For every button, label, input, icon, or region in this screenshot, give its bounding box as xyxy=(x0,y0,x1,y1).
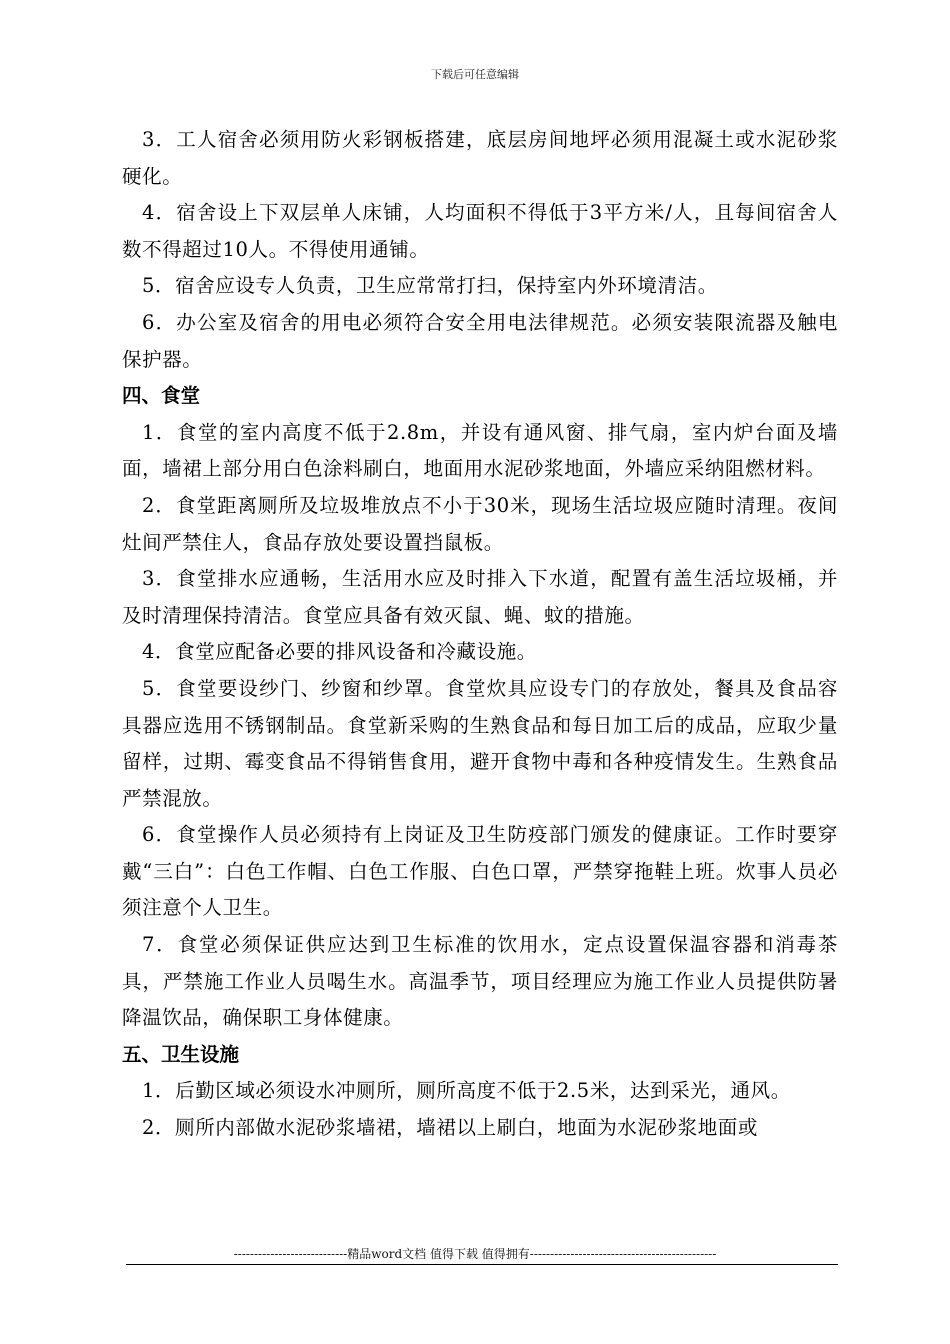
paragraph: 6．食堂操作人员必须持有上岗证及卫生防疫部门颁发的健康证。工作时要穿戴“三白”：白色工作帽、白色工作服、白色口罩，严禁穿拖鞋上班。炊事人员必须注意个人卫生。 xyxy=(122,823,838,920)
paragraph: 3．食堂排水应通畅，生活用水应及时排入下水道，配置有盖生活垃圾桶，并及时清理保持清洁。食堂应具备有效灭鼠、蝇、蚊的措施。 xyxy=(122,567,838,627)
page-header: 下载后可任意编辑 xyxy=(431,68,519,81)
paragraph: 3．工人宿舍必须用防火彩钢板搭建，底层房间地坪必须用混凝土或水泥砂浆硬化。 xyxy=(122,128,838,188)
paragraph: 4．食堂应配备必要的排风设备和冷藏设施。 xyxy=(142,640,537,664)
paragraph: 4．宿舍设上下双层单人床铺，人均面积不得低于3平方米/人，且每间宿舍人数不得超过10人。不得使用通铺。 xyxy=(122,201,838,261)
section-heading: 四、食堂 xyxy=(122,384,201,408)
footer-divider xyxy=(126,1264,838,1265)
paragraph: 1．后勤区域必须设水冲厕所，厕所高度不低于2.5米，达到采光，通风。 xyxy=(142,1079,791,1103)
section-heading: 五、卫生设施 xyxy=(122,1042,240,1066)
paragraph: 2．食堂距离厕所及垃圾堆放点不小于30米，现场生活垃圾应随时清理。夜间灶间严禁住人，食品存放处要设置挡鼠板。 xyxy=(122,493,838,554)
paragraph: 6．办公室及宿舍的用电必须符合安全用电法律规范。必须安装限流器及触电保护器。 xyxy=(122,310,838,371)
paragraph: 5．宿舍应设专人负责，卫生应常常打扫，保持室内外环境清洁。 xyxy=(142,274,718,298)
paragraph: 7．食堂必须保证供应达到卫生标准的饮用水，定点设置保温容器和消毒茶具，严禁施工作业人员喝生水。高温季节，项目经理应为施工作业人员提供防暑降温饮品，确保职工身体健康。 xyxy=(122,933,838,1030)
document-body xyxy=(122,122,838,1147)
paragraph: 5．食堂要设纱门、纱窗和纱罩。食堂炊具应设专门的存放处，餐具及食品容具器应选用不锈钢制品。食堂新采购的生熟食品和每日加工后的成品，应取少量留样，过期、霉变食品不得销售食用，避开食物中毒和各种疫情发生。生熟食品严禁混放。 xyxy=(122,676,838,810)
page-footer: ----------------------------精品word文档 值得下载 值得拥有---------------------------------------------- xyxy=(233,1247,717,1261)
paragraph: 2．厕所内部做水泥砂浆墙裙，墙裙以上刷白，地面为水泥砂浆地面或 xyxy=(142,1116,759,1140)
paragraph: 1．食堂的室内高度不低于2.8m，并设有通风窗、排气扇，室内炉台面及墙面，墙裙上部分用白色涂料刷白，地面用水泥砂浆地面，外墙应采纳阻燃材料。 xyxy=(122,420,838,481)
